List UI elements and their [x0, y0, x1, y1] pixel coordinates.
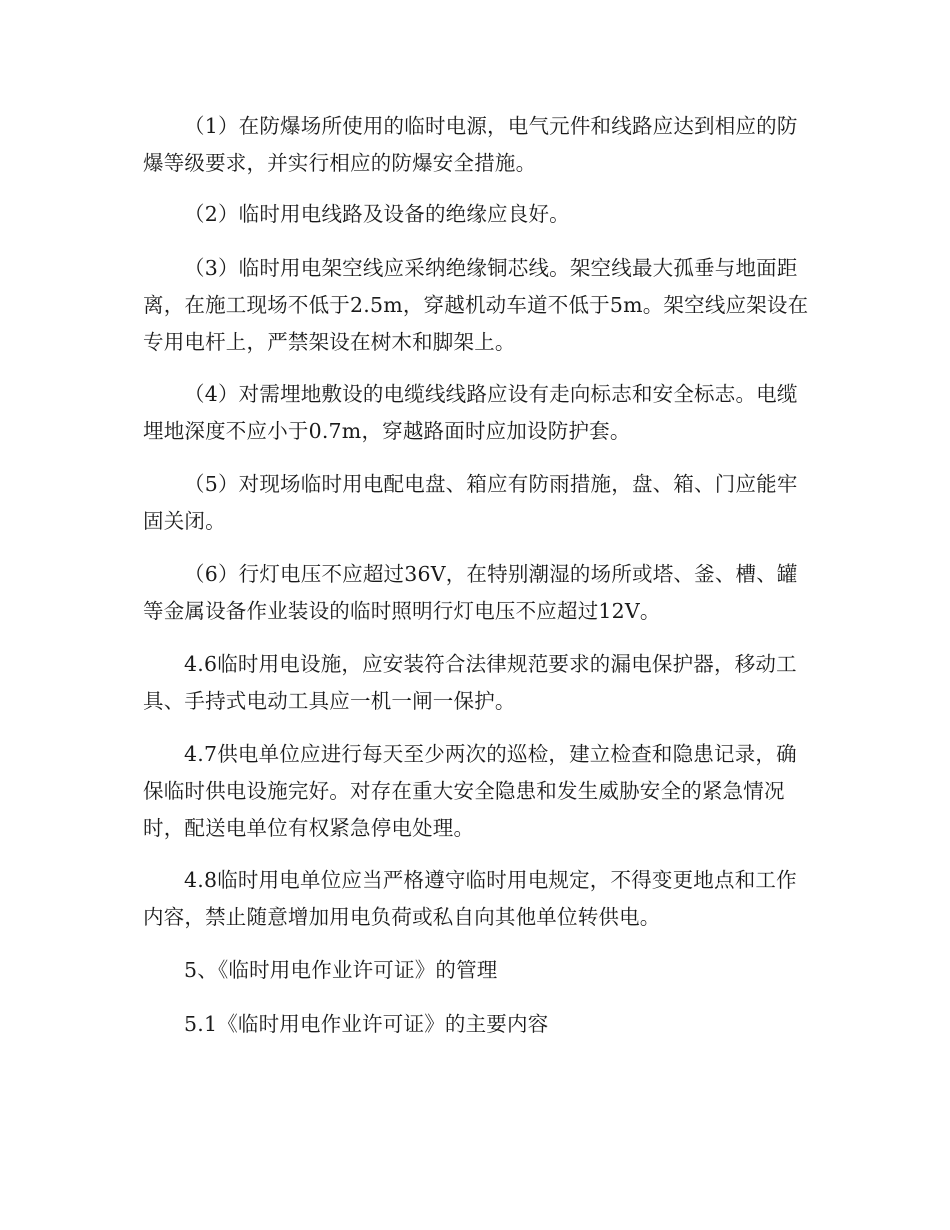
subsection-heading: 5.1《临时用电作业许可证》的主要内容 [184, 1012, 549, 1036]
paragraph-5: （5）对现场临时用电配电盘、箱应有防雨措施，盘、箱、门应能牢固关闭。 [143, 472, 798, 533]
paragraph-7: 4.6临时用电设施，应安装符合法律规范要求的漏电保护器，移动工具、手持式电动工具应一机一闸一保护。 [143, 652, 797, 713]
paragraph-3: （3）临时用电架空线应采纳绝缘铜芯线。架空线最大孤垂与地面距离，在施工现场不低于2.5m，穿越机动车道不低于5m。架空线应架设在专用电杆上，严禁架设在树木和脚架上。 [143, 256, 809, 354]
paragraph-1: （1）在防爆场所使用的临时电源，电气元件和线路应达到相应的防爆等级要求，并实行相应的防爆安全措施。 [143, 114, 798, 175]
paragraph-8: 4.7供电单位应进行每天至少两次的巡检，建立检查和隐患记录，确保临时供电设施完好。对存在重大安全隐患和发生威胁安全的紧急情况时，配送电单位有权紧急停电处理。 [143, 742, 797, 840]
paragraph-6: （6）行灯电压不应超过36V，在特别潮湿的场所或塔、釜、槽、罐等金属设备作业装设的临时照明行灯电压不应超过12V。 [143, 562, 798, 623]
section-heading: 5、《临时用电作业许可证》的管理 [184, 958, 498, 982]
paragraph-4: （4）对需埋地敷设的电缆线线路应设有走向标志和安全标志。电缆埋地深度不应小于0.7m，穿越路面时应加设防护套。 [143, 382, 798, 443]
paragraph-9: 4.8临时用电单位应当严格遵守临时用电规定，不得变更地点和工作内容，禁止随意增加用电负荷或私自向其他单位转供电。 [143, 868, 797, 929]
paragraph-2: （2）临时用电线路及设备的绝缘应良好。 [184, 202, 570, 226]
